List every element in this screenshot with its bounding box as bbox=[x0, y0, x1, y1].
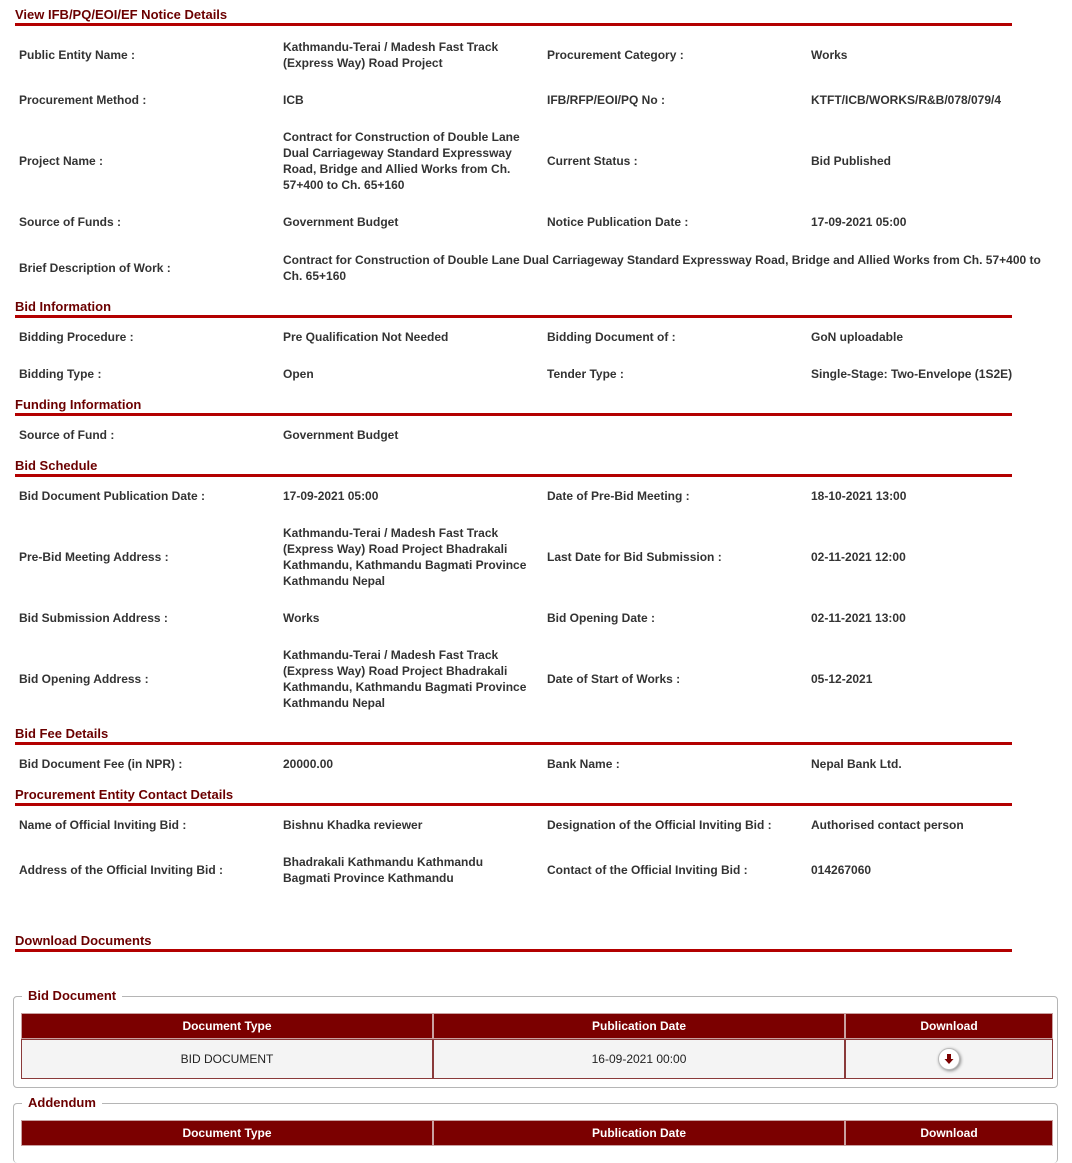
bank-name-label: Bank Name : bbox=[547, 757, 620, 771]
source-of-funds-value: Government Budget bbox=[283, 215, 399, 229]
contact-details-title: Procurement Entity Contact Details bbox=[15, 785, 1012, 806]
brief-description-value: Contract for Construction of Double Lane Dual Carriageway Standard Expressway Road, Bridge and Allied Works from Ch. 57+400 to Ch. 65+160 bbox=[283, 253, 1041, 283]
doc-fee-value: 20000.00 bbox=[283, 757, 334, 771]
column-download: Download bbox=[845, 1120, 1053, 1146]
ifb-number-label: IFB/RFP/EOI/PQ No : bbox=[547, 93, 666, 107]
download-button[interactable] bbox=[938, 1048, 960, 1070]
notice-publication-date-label: Notice Publication Date : bbox=[547, 215, 689, 229]
source-of-fund-value: Government Budget bbox=[283, 428, 399, 442]
doc-publication-date-value: 17-09-2021 05:00 bbox=[283, 489, 379, 503]
bid-document-table bbox=[21, 1013, 1053, 1079]
column-document-type: Document Type bbox=[21, 1013, 433, 1039]
official-name-value: Bishnu Khadka reviewer bbox=[283, 818, 423, 832]
addendum-table bbox=[21, 1120, 1053, 1146]
column-download: Download bbox=[845, 1013, 1053, 1039]
official-name-label: Name of Official Inviting Bid : bbox=[19, 818, 187, 832]
column-document-type: Document Type bbox=[21, 1120, 433, 1146]
source-of-fund-label: Source of Fund : bbox=[19, 428, 115, 442]
column-publication-date: Publication Date bbox=[433, 1120, 845, 1146]
download-documents-title: Download Documents bbox=[15, 931, 1012, 952]
pre-bid-date-label: Date of Pre-Bid Meeting : bbox=[547, 489, 690, 503]
opening-date-value: 02-11-2021 13:00 bbox=[811, 611, 906, 625]
submission-address-value: Works bbox=[283, 611, 320, 625]
project-name-value: Contract for Construction of Double Lane Dual Carriageway Standard Expressway Road, Bridge and Allied Works from Ch. 57+400 to Ch. 65+160 bbox=[283, 130, 520, 192]
brief-description-label: Brief Description of Work : bbox=[19, 261, 171, 275]
opening-date-label: Bid Opening Date : bbox=[547, 611, 655, 625]
table-header-row bbox=[21, 1120, 1053, 1146]
last-date-value: 02-11-2021 12:00 bbox=[811, 550, 906, 564]
current-status-value: Bid Published bbox=[811, 154, 892, 168]
bidding-type-value: Open bbox=[283, 367, 314, 381]
tender-type-label: Tender Type : bbox=[547, 367, 624, 381]
publication-date-cell: 16-09-2021 00:00 bbox=[433, 1039, 845, 1079]
bidding-document-label: Bidding Document of : bbox=[547, 330, 676, 344]
official-phone-value: 014267060 bbox=[811, 863, 872, 877]
bid-document-fieldset bbox=[13, 988, 1058, 1088]
bank-name-value: Nepal Bank Ltd. bbox=[811, 757, 902, 771]
procurement-method-label: Procurement Method : bbox=[19, 93, 147, 107]
tender-type-value: Single-Stage: Two-Envelope (1S2E) bbox=[811, 367, 1013, 381]
table-row bbox=[21, 1039, 1053, 1079]
procurement-method-value: ICB bbox=[283, 93, 304, 107]
project-name-label: Project Name : bbox=[19, 154, 104, 168]
notice-publication-date-value: 17-09-2021 05:00 bbox=[811, 215, 907, 229]
public-entity-label: Public Entity Name : bbox=[19, 48, 136, 62]
opening-address-value: Kathmandu-Terai / Madesh Fast Track (Express Way) Road Project Bhadrakali Kathmandu, Kathmandu Bagmati Province Kathmandu Nepal bbox=[283, 648, 527, 710]
bid-information-title: Bid Information bbox=[15, 297, 1012, 318]
document-type-cell: BID DOCUMENT bbox=[21, 1039, 433, 1079]
source-of-funds-label: Source of Funds : bbox=[19, 215, 121, 229]
public-entity-value: Kathmandu-Terai / Madesh Fast Track (Express Way) Road Project bbox=[283, 40, 499, 70]
column-publication-date: Publication Date bbox=[433, 1013, 845, 1039]
start-works-label: Date of Start of Works : bbox=[547, 672, 681, 686]
notice-section-title: View IFB/PQ/EOI/EF Notice Details bbox=[15, 5, 1012, 26]
table-header-row bbox=[21, 1013, 1053, 1039]
official-address-value: Bhadrakali Kathmandu Kathmandu Bagmati Province Kathmandu bbox=[283, 855, 484, 885]
download-arrow-icon bbox=[943, 1053, 955, 1065]
procurement-category-label: Procurement Category : bbox=[547, 48, 684, 62]
doc-publication-date-label: Bid Document Publication Date : bbox=[19, 489, 206, 503]
start-works-value: 05-12-2021 bbox=[811, 672, 873, 686]
designation-label: Designation of the Official Inviting Bid : bbox=[547, 818, 772, 832]
bid-document-legend: Bid Document bbox=[22, 988, 122, 1004]
bidding-document-value: GoN uploadable bbox=[811, 330, 904, 344]
bidding-procedure-value: Pre Qualification Not Needed bbox=[283, 330, 449, 344]
submission-address-label: Bid Submission Address : bbox=[19, 611, 168, 625]
official-phone-label: Contact of the Official Inviting Bid : bbox=[547, 863, 748, 877]
pre-bid-address-value: Kathmandu-Terai / Madesh Fast Track (Express Way) Road Project Bhadrakali Kathmandu, Kathmandu Bagmati Province Kathmandu Nepal bbox=[283, 526, 527, 588]
bidding-procedure-label: Bidding Procedure : bbox=[19, 330, 134, 344]
pre-bid-address-label: Pre-Bid Meeting Address : bbox=[19, 550, 169, 564]
bidding-type-label: Bidding Type : bbox=[19, 367, 102, 381]
bid-fee-title: Bid Fee Details bbox=[15, 724, 1012, 745]
addendum-legend: Addendum bbox=[22, 1095, 102, 1111]
procurement-category-value: Works bbox=[811, 48, 848, 62]
pre-bid-date-value: 18-10-2021 13:00 bbox=[811, 489, 907, 503]
designation-value: Authorised contact person bbox=[811, 818, 964, 832]
opening-address-label: Bid Opening Address : bbox=[19, 672, 149, 686]
download-cell bbox=[845, 1039, 1053, 1079]
official-address-label: Address of the Official Inviting Bid : bbox=[19, 863, 224, 877]
addendum-fieldset bbox=[13, 1095, 1058, 1163]
current-status-label: Current Status : bbox=[547, 154, 638, 168]
last-date-label: Last Date for Bid Submission : bbox=[547, 550, 722, 564]
ifb-number-value: KTFT/ICB/WORKS/R&B/078/079/4 bbox=[811, 93, 1002, 107]
funding-information-title: Funding Information bbox=[15, 395, 1012, 416]
bid-schedule-title: Bid Schedule bbox=[15, 456, 1012, 477]
doc-fee-label: Bid Document Fee (in NPR) : bbox=[19, 757, 183, 771]
